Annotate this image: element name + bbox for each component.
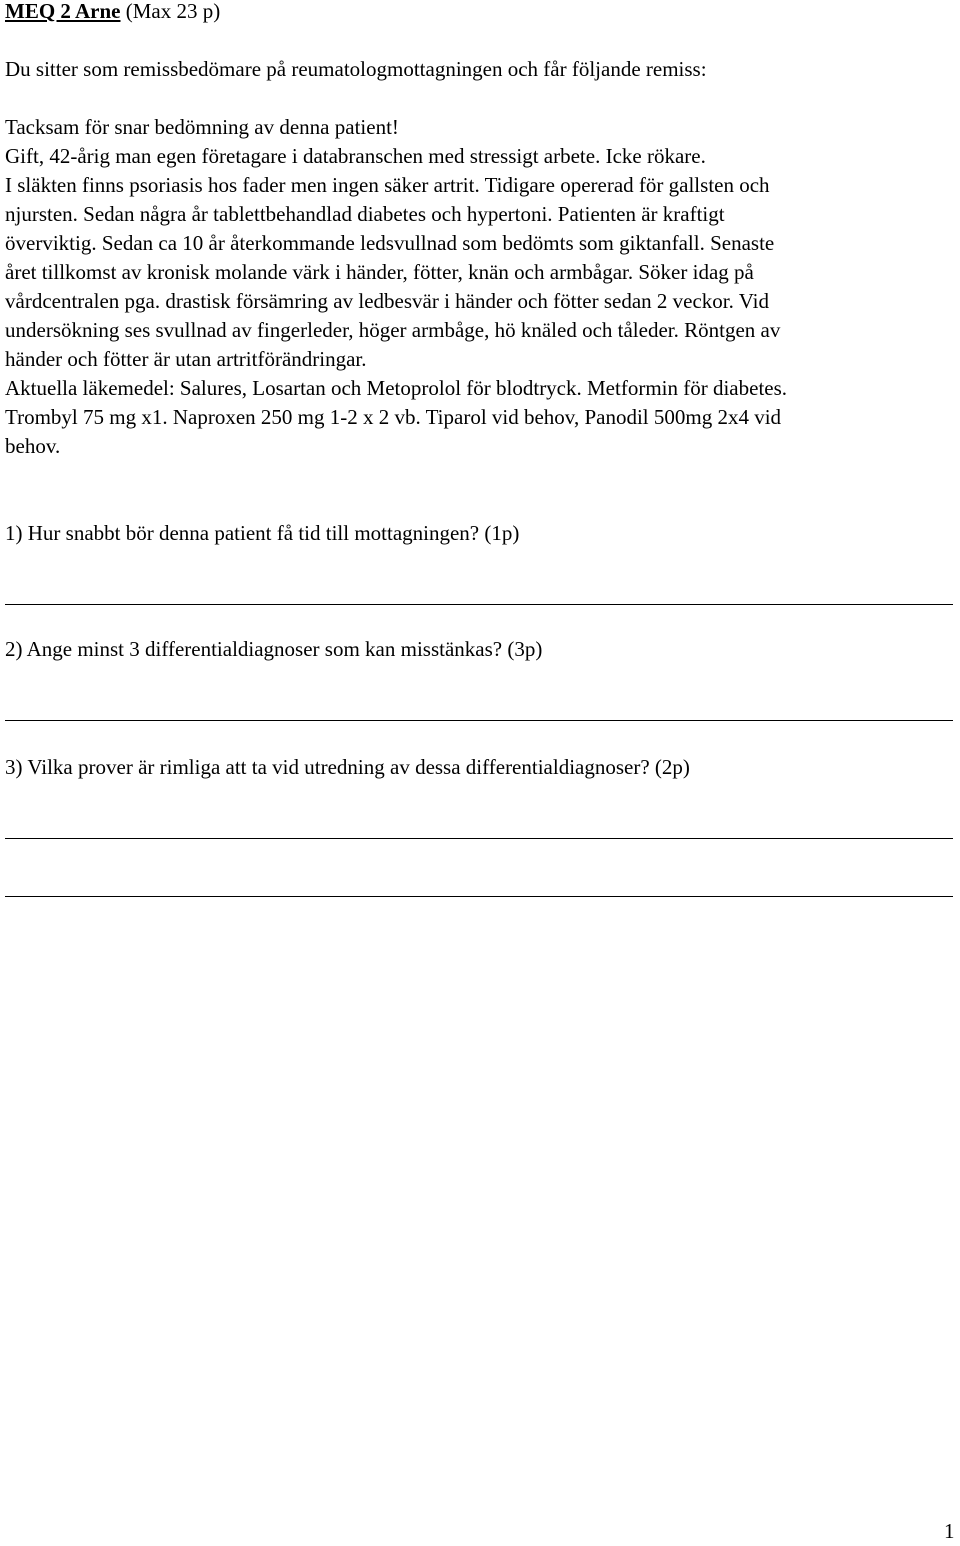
referral-line: händer och fötter är utan artritförändringar. xyxy=(5,347,367,371)
referral-line: Aktuella läkemedel: Salures, Losartan och Metoprolol för blodtryck. Metformin för diabetes. xyxy=(5,376,788,400)
document-title: MEQ 2 Arne xyxy=(5,0,121,23)
question-2: 2) Ange minst 3 differentialdiagnoser som kan misstänkas? (3p) xyxy=(5,637,543,661)
question-1: 1) Hur snabbt bör denna patient få tid till mottagningen? (1p) xyxy=(5,521,520,545)
answer-line xyxy=(5,604,953,605)
answer-line xyxy=(5,896,953,897)
referral-line: njursten. Sedan några år tablettbehandlad diabetes och hypertoni. Patienten är kraftigt xyxy=(5,202,725,226)
referral-line: året tillkomst av kronisk molande värk i händer, fötter, knän och armbågar. Söker idag på xyxy=(5,260,754,284)
question-3: 3) Vilka prover är rimliga att ta vid utredning av dessa differentialdiagnoser? (2p) xyxy=(5,755,690,779)
referral-line: behov. xyxy=(5,434,61,458)
page-number: 1 xyxy=(944,1519,955,1543)
referral-line: I släkten finns psoriasis hos fader men ingen säker artrit. Tidigare opererad för gallsten och xyxy=(5,173,770,197)
document-header xyxy=(5,0,220,26)
intro-text: Du sitter som remissbedömare på reumatologmottagningen och får följande remiss: xyxy=(5,57,707,81)
max-points: (Max 23 p) xyxy=(125,0,221,23)
referral-line: Trombyl 75 mg x1. Naproxen 250 mg 1-2 x 2 vb. Tiparol vid behov, Panodil 500mg 2x4 vid xyxy=(5,405,782,429)
referral-line: Tacksam för snar bedömning av denna patient! xyxy=(5,115,399,139)
referral-line: Gift, 42-årig man egen företagare i databranschen med stressigt arbete. Icke rökare. xyxy=(5,144,706,168)
referral-line: vårdcentralen pga. drastisk försämring av ledbesvär i händer och fötter sedan 2 veckor. Vid xyxy=(5,289,769,313)
answer-line xyxy=(5,720,953,721)
referral-line: undersökning ses svullnad av fingerleder, höger armbåge, hö knäled och tåleder. Röntgen av xyxy=(5,318,781,342)
answer-line xyxy=(5,838,953,839)
referral-line: överviktig. Sedan ca 10 år återkommande ledsvullnad som bedömts som giktanfall. Senaste xyxy=(5,231,775,255)
referral-text xyxy=(5,113,955,461)
